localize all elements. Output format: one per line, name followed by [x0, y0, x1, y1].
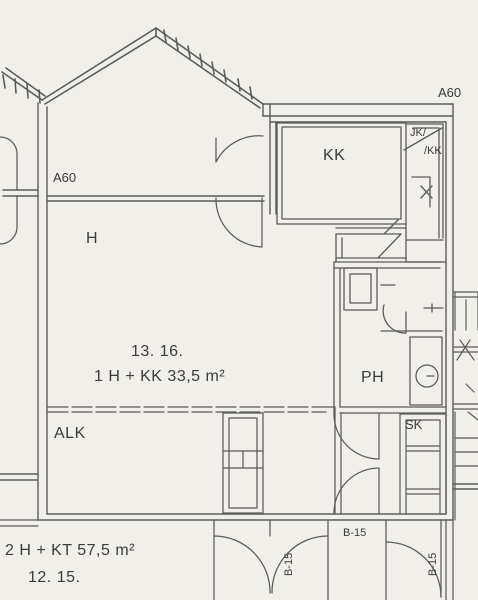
jk-label: JK/: [410, 127, 426, 139]
b15-right-label: B-15: [427, 552, 439, 576]
roof-outline: [2, 28, 263, 108]
bottom-apartment-number-label: 12. 15.: [28, 569, 81, 586]
sk-label: SK: [405, 417, 423, 432]
kk-small-label: /KK: [424, 145, 442, 157]
alk-area: [48, 407, 341, 514]
kk-label: KK: [323, 147, 346, 164]
b15-left-label: B-15: [283, 552, 295, 576]
apartment-type-label: 1 H + KK 33,5 m²: [94, 368, 226, 385]
corridor-details: [454, 292, 478, 520]
kitchen-area: [277, 123, 443, 262]
bathroom-area: [334, 262, 446, 414]
alk-label: ALK: [54, 425, 86, 442]
h-room-label: H: [86, 230, 99, 247]
apartment-number-label: 13. 16.: [131, 343, 184, 360]
lower-lines: [0, 520, 453, 600]
bottom-apartment-type-label: 2 H + KT 57,5 m²: [5, 542, 135, 559]
b15-center-label: B-15: [343, 527, 367, 539]
a60-top-label: A60: [438, 85, 462, 100]
a60-left-label: A60: [53, 170, 77, 185]
ph-label: PH: [361, 369, 385, 386]
